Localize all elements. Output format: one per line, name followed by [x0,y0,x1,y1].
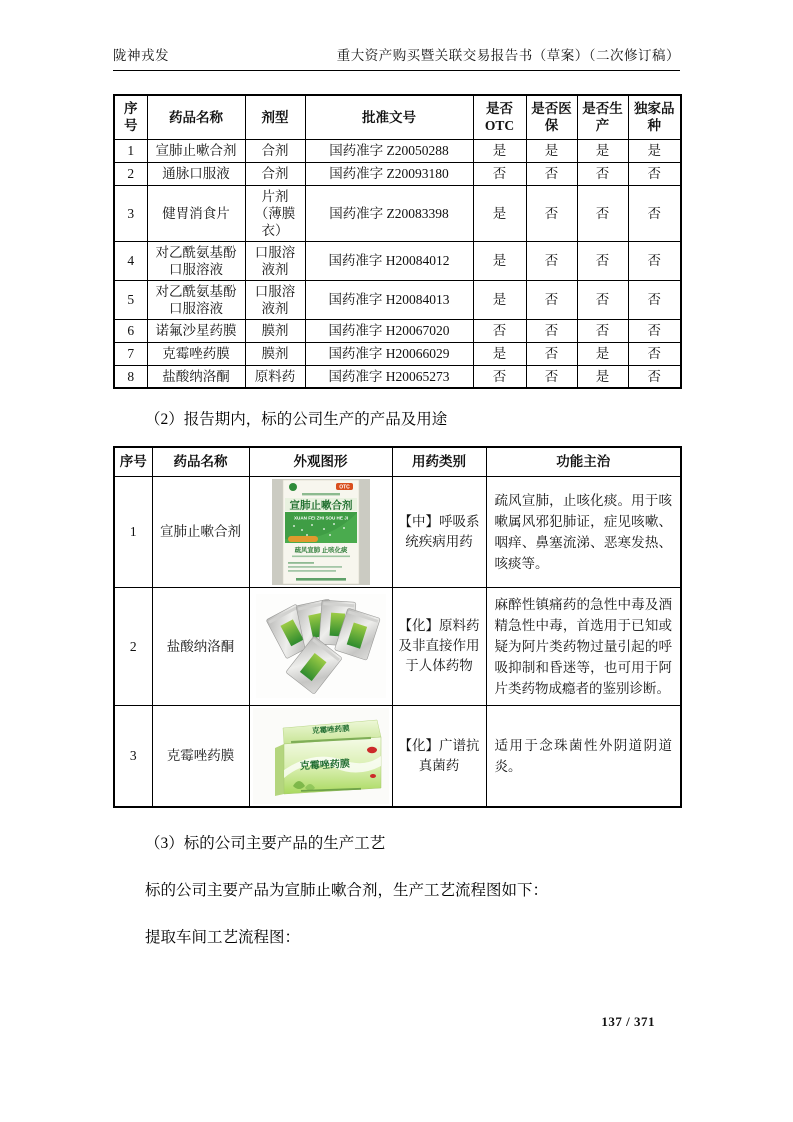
page-number: 137 / 371 [601,1014,655,1029]
cell-seq: 3 [114,705,152,807]
cell-seq: 2 [114,162,147,185]
cell-otc: 是 [473,241,526,280]
cell-name: 诺氟沙星药膜 [147,319,245,342]
cell-production: 否 [577,280,628,319]
cell-otc: 是 [473,185,526,241]
product-box-slogan: 疏风宣肺 止咳化痰 [294,546,347,554]
cell-insurance: 否 [526,162,577,185]
product-image-naloxone-pouches [256,594,386,698]
cell-appearance [249,476,392,587]
table-header-row [114,95,681,139]
cell-form: 膜剂 [245,342,305,365]
product-usage-table [113,446,682,808]
cell-seq: 2 [114,587,152,705]
cell-name: 克霉唑药膜 [147,342,245,365]
cell-production: 否 [577,241,628,280]
cell-insurance: 否 [526,185,577,241]
table-row [114,185,681,241]
cell-form: 片剂（薄膜衣） [245,185,305,241]
product-box-title: 宣肺止嗽合剂 [289,500,352,511]
running-header [113,0,680,71]
cell-insurance: 否 [526,280,577,319]
cell-approval: 国药准字 H20084013 [305,280,473,319]
col-header-seq: 序号 [114,447,152,476]
cell-name: 盐酸纳洛酮 [152,587,249,705]
table-row [114,476,681,587]
cell-form: 合剂 [245,162,305,185]
cell-name: 对乙酰氨基酚口服溶液 [147,241,245,280]
table-row [114,241,681,280]
product-image-xuanfei-box [272,479,370,585]
cell-production: 是 [577,139,628,162]
col-header-approval: 批准文号 [305,95,473,139]
col-header-indication: 功能主治 [486,447,681,476]
cell-appearance [249,587,392,705]
drug-approval-table [113,94,682,389]
cell-seq: 1 [114,476,152,587]
cell-exclusive: 否 [628,319,681,342]
spec-badge [288,536,318,542]
cell-otc: 是 [473,139,526,162]
cell-approval: 国药准字 Z20083398 [305,185,473,241]
section-2-heading: （2）报告期内，标的公司生产的产品及用途 [145,411,448,428]
cell-insurance: 否 [526,342,577,365]
cell-category: 【中】呼吸系统疾病用药 [392,476,486,587]
cell-form: 膜剂 [245,319,305,342]
table-row [114,162,681,185]
table-row [114,342,681,365]
col-header-insurance: 是否医保 [526,95,577,139]
cell-production: 否 [577,185,628,241]
table-row [114,319,681,342]
cell-category: 【化】广谱抗真菌药 [392,705,486,807]
cell-seq: 1 [114,139,147,162]
col-header-seq: 序号 [114,95,147,139]
table-row [114,705,681,807]
red-seal-badge [367,747,377,753]
cell-seq: 5 [114,280,147,319]
paragraph-main-product: 标的公司主要产品为宣肺止嗽合剂，生产工艺流程图如下： [145,882,549,899]
cell-approval: 国药准字 H20066029 [305,342,473,365]
cell-otc: 是 [473,280,526,319]
cell-exclusive: 否 [628,241,681,280]
cell-name: 宣肺止嗽合剂 [152,476,249,587]
col-header-appearance: 外观图形 [249,447,392,476]
product-image-clotrimazole-box [253,708,389,804]
cell-appearance [249,705,392,807]
header-left-text: 陇神戎发 [113,48,169,63]
cell-seq: 7 [114,342,147,365]
cell-name: 克霉唑药膜 [152,705,249,807]
brand-logo-icon [289,483,297,491]
table-row [114,280,681,319]
product-box-pinyin: XUAN FEI ZHI SOU HE JI [293,515,348,520]
col-header-category: 用药类别 [392,447,486,476]
cell-otc: 是 [473,342,526,365]
cell-exclusive: 是 [628,139,681,162]
col-header-production: 是否生产 [577,95,628,139]
cell-name: 盐酸纳洛酮 [147,365,245,388]
cell-production: 否 [577,162,628,185]
header-right-text: 重大资产购买暨关联交易报告书（草案）（二次修订稿） [336,48,680,63]
col-header-name: 药品名称 [147,95,245,139]
cell-approval: 国药准字 H20067020 [305,319,473,342]
cell-approval: 国药准字 Z20093180 [305,162,473,185]
cell-production: 否 [577,319,628,342]
cell-approval: 国药准字 H20065273 [305,365,473,388]
cell-indication: 适用于念珠菌性外阴道阴道炎。 [486,705,681,807]
col-header-exclusive: 独家品种 [628,95,681,139]
cell-name: 健胃消食片 [147,185,245,241]
col-header-form: 剂型 [245,95,305,139]
cell-exclusive: 否 [628,162,681,185]
cell-production: 是 [577,342,628,365]
table-header-row [114,447,681,476]
cell-category: 【化】原料药及非直接作用于人体药物 [392,587,486,705]
cell-seq: 3 [114,185,147,241]
cell-otc: 否 [473,319,526,342]
cell-name: 宣肺止嗽合剂 [147,139,245,162]
col-header-otc: 是否OTC [473,95,526,139]
cell-otc: 否 [473,162,526,185]
cell-insurance: 是 [526,139,577,162]
cell-otc: 否 [473,365,526,388]
cell-form: 口服溶液剂 [245,280,305,319]
red-dot-badge [370,774,376,778]
cell-seq: 4 [114,241,147,280]
cell-approval: 国药准字 H20084012 [305,241,473,280]
cell-form: 合剂 [245,139,305,162]
flap-title-text: 克霉唑药膜 [311,723,350,736]
cell-insurance: 否 [526,319,577,342]
table-row [114,587,681,705]
cell-exclusive: 否 [628,185,681,241]
cell-insurance: 否 [526,365,577,388]
cell-form: 原料药 [245,365,305,388]
otc-badge-text: OTC [338,483,350,490]
cell-exclusive: 否 [628,280,681,319]
table-row [114,365,681,388]
cell-exclusive: 否 [628,365,681,388]
cell-seq: 6 [114,319,147,342]
cell-indication: 疏风宣肺，止咳化痰。用于咳嗽属风邪犯肺证，症见咳嗽、咽痒、鼻塞流涕、恶寒发热、咳痰等。 [486,476,681,587]
paragraph-extraction-flow: 提取车间工艺流程图： [145,929,301,946]
cell-name: 通脉口服液 [147,162,245,185]
cell-form: 口服溶液剂 [245,241,305,280]
front-title-text: 克霉唑药膜 [299,758,350,773]
cell-name: 对乙酰氨基酚口服溶液 [147,280,245,319]
cell-exclusive: 否 [628,342,681,365]
cell-production: 是 [577,365,628,388]
cell-approval: 国药准字 Z20050288 [305,139,473,162]
cell-insurance: 否 [526,241,577,280]
section-3-heading: （3）标的公司主要产品的生产工艺 [145,835,386,852]
cell-indication: 麻醉性镇痛药的急性中毒及酒精急性中毒，首选用于已知或疑为阿片类药物过量引起的呼吸抑制和昏迷等，也可用于阿片类药物成瘾者的鉴别诊断。 [486,587,681,705]
col-header-name: 药品名称 [152,447,249,476]
table-row [114,139,681,162]
cell-seq: 8 [114,365,147,388]
